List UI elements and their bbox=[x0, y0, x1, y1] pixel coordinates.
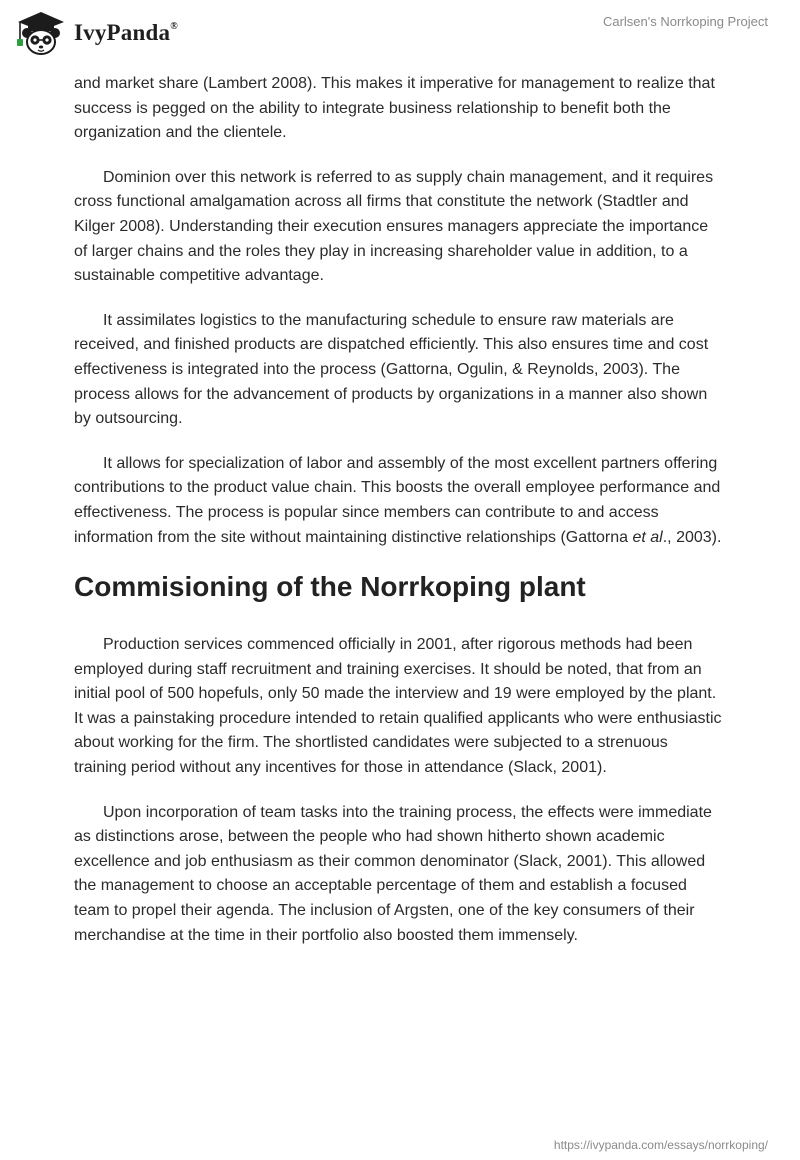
ivypanda-logo[interactable] bbox=[14, 9, 178, 57]
panda-graduate-icon bbox=[14, 9, 68, 57]
paragraph-1: and market share (Lambert 2008). This makes it imperative for management to realize that success is pegged on the ability to integrate business relationship to benefit both the organization and the clientele. bbox=[74, 75, 715, 142]
paragraph-2: Dominion over this network is referred to as supply chain management, and it requires cross functional amalgamation across all firms that constitute the network (Stadtler and Kilger 2008). Understanding their execution ensures managers appreciate the importance of larger chains and the roles they play in increasing shareholder value in addition, to a sustainable competitive advantage. bbox=[74, 168, 714, 285]
italic-et-al: et al bbox=[632, 528, 663, 546]
paragraph-5: Production services commenced officially in 2001, after rigorous methods had been employed during staff recruitment and training exercises. It should be noted, that from an initial pool of 500 hopefuls, only 50 made the interview and 19 were employed by the plant. It was a painstaking procedure intended to retain qualified applicants who were enthusiastic about working for the firm. The shortlisted candidates were subjected to a strenuous training period without any incentives for those in attendance (Slack, 2001). bbox=[74, 636, 722, 777]
section-heading: Commisioning of the Norrkoping plant bbox=[74, 571, 586, 603]
paragraph-6: Upon incorporation of team tasks into the training process, the effects were immediate as distinctions arose, between the people who had shown hitherto shown academic excellence and job enthusiasm as their common denominator (Slack, 2001). This allowed the management to choose an acceptable percentage of them and establish a focused team to propel their agenda. The inclusion of Argsten, one of the key consumers of their merchandise at the time in their portfolio also boosted them immensely. bbox=[74, 803, 712, 944]
source-url[interactable]: https://ivypanda.com/essays/norrkoping/ bbox=[553, 1138, 768, 1152]
paragraph-3: It assimilates logistics to the manufacturing schedule to ensure raw materials are received, and finished products are dispatched efficiently. This also ensures time and cost effectiveness is integrated into the process (Gattorna, Ogulin, & Reynolds, 2003). The process allows for the advancement of products by organizations in a manner also shown by outsourcing. bbox=[74, 311, 709, 428]
paragraph-4: It allows for specialization of labor and assembly of the most excellent partners offering contributions to the product value chain. This boosts the overall employee performance and effectiveness. The process is popular since members can contribute to and access information from the site without maintaining distinctive relationships (Gattorna et al., 2003). bbox=[74, 454, 722, 546]
brand-name: IvyPanda® bbox=[74, 20, 178, 45]
document-title: Carlsen's Norrkoping Project bbox=[602, 14, 768, 29]
essay-content bbox=[74, 72, 724, 968]
page-header bbox=[0, 0, 800, 62]
